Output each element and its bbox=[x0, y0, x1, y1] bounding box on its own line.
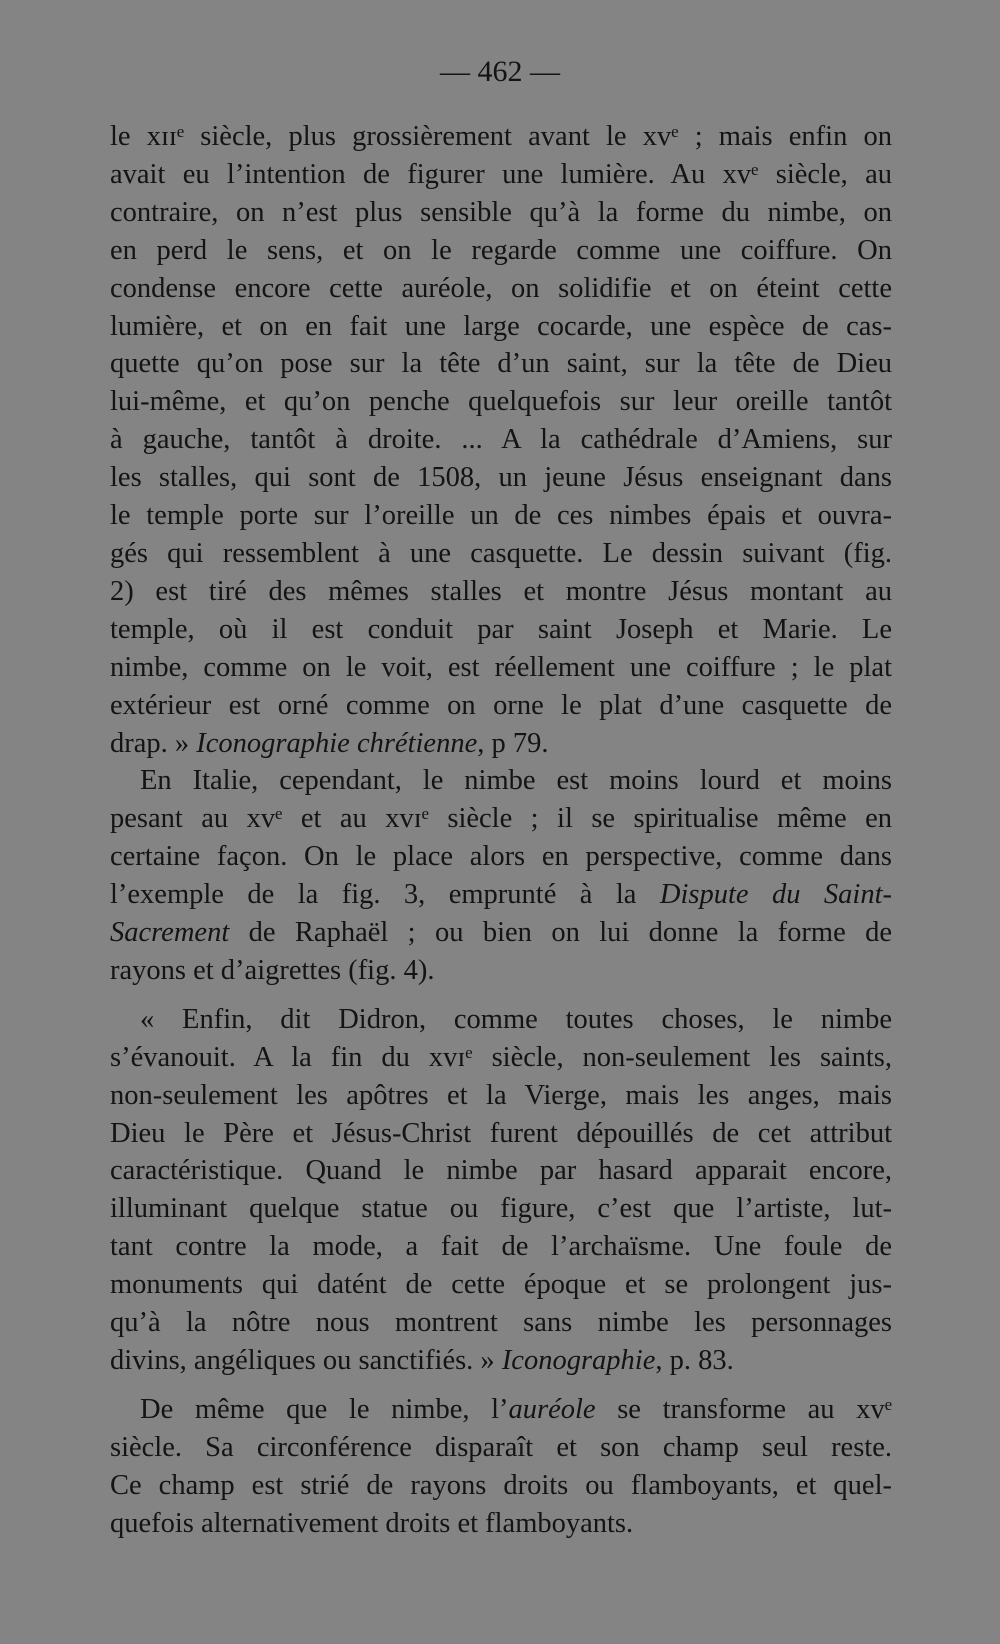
text-line: Dieu le Père et Jésus-Christ furent dépouillés de cet attribut bbox=[110, 1117, 892, 1149]
text-run: divins, angéliques ou sanctifiés. » bbox=[110, 1345, 502, 1376]
text-line: lumière, et on en fait une large cocarde, une espèce de cas- bbox=[110, 310, 892, 342]
text-line: à gauche, tantôt à droite. ... A la cathédrale d’Amiens, sur bbox=[110, 424, 892, 456]
body-text bbox=[110, 118, 892, 1543]
text-line: contraire, on n’est plus sensible qu’à la forme du nimbe, on bbox=[110, 196, 892, 228]
text-line bbox=[110, 914, 892, 952]
text-line: en perd le sens, et on le regarde comme une coiffure. On bbox=[110, 234, 892, 266]
text-run: , p 79. bbox=[477, 727, 549, 759]
text-line: s’évanouit. A la fin du xvɪᵉ siècle, non-seulement les saints, bbox=[110, 1041, 892, 1073]
text-line: caractéristique. Quand le nimbe par hasard apparait encore, bbox=[110, 1155, 892, 1187]
paragraph bbox=[110, 1391, 892, 1543]
text-line: tant contre la mode, a fait de l’archaïsme. Une foule de bbox=[110, 1231, 892, 1263]
text-line: lui-même, et qu’on penche quelquefois sur leur oreille tantôt bbox=[110, 386, 892, 418]
paragraph bbox=[110, 118, 892, 762]
text-line bbox=[110, 876, 892, 914]
page-number: — 462 — bbox=[440, 55, 560, 88]
text-run: l’exemple de la fig. 3, emprunté à la bbox=[110, 879, 660, 911]
text-line: certaine façon. On le place alors en perspective, comme dans bbox=[110, 841, 892, 873]
text-line bbox=[110, 1391, 892, 1429]
text-line: le xɪɪᵉ siècle, plus grossièrement avant le xvᵉ ; mais enfin on bbox=[110, 121, 892, 152]
text-line: nimbe, comme on le voit, est réellement une coiffure ; le plat bbox=[110, 651, 892, 683]
text-line bbox=[110, 725, 892, 763]
text-line: gés qui ressemblent à une casquette. Le dessin suivant (fig. bbox=[110, 537, 892, 569]
text-line: avait eu l’intention de figurer une lumière. Au xvᵉ siècle, au bbox=[110, 158, 892, 190]
text-line bbox=[110, 1342, 892, 1380]
text-run: , p. 83. bbox=[655, 1345, 734, 1376]
text-line: non-seulement les apôtres et la Vierge, mais les anges, mais bbox=[110, 1079, 892, 1111]
italic-title: Iconographie bbox=[501, 1345, 656, 1376]
text-run: de Raphaël ; ou bien on lui donne la forme de bbox=[229, 917, 892, 949]
italic-title: Dispute du Saint- bbox=[659, 879, 892, 911]
text-line: condense encore cette auréole, on solidifie et on éteint cette bbox=[110, 272, 892, 304]
text-line: 2) est tiré des mêmes stalles et montre Jésus montant au bbox=[110, 575, 892, 607]
text-line: siècle. Sa circonférence disparaît et son champ seul reste. bbox=[110, 1431, 892, 1463]
paragraph bbox=[110, 762, 892, 989]
text-line: les stalles, qui sont de 1508, un jeune Jésus enseignant dans bbox=[110, 462, 892, 494]
italic-title: Iconographie chrétienne bbox=[196, 727, 478, 759]
text-line: quefois alternativement droits et flamboyants. bbox=[110, 1507, 634, 1539]
text-line: temple, où il est conduit par saint Joseph et Marie. Le bbox=[110, 613, 892, 645]
text-line: qu’à la nôtre nous montrent sans nimbe les personnages bbox=[110, 1307, 892, 1339]
text-run: drap. » bbox=[110, 727, 197, 759]
italic-title: Sacrement bbox=[110, 917, 230, 949]
text-line: En Italie, cependant, le nimbe est moins lourd et moins bbox=[140, 765, 892, 797]
paragraph bbox=[110, 1001, 892, 1380]
text-line: rayons et d’aigrettes (fig. 4). bbox=[110, 954, 435, 986]
text-line: extérieur est orné comme on orne le plat d’une casquette de bbox=[110, 689, 892, 721]
text-run: De même que le nimbe, l’ bbox=[140, 1393, 509, 1425]
text-line: le temple porte sur l’oreille un de ces nimbes épais et ouvra- bbox=[110, 500, 892, 532]
text-line: « Enfin, dit Didron, comme toutes choses, le nimbe bbox=[140, 1003, 892, 1035]
text-line: pesant au xvᵉ et au xvɪᵉ siècle ; il se spiritualise même en bbox=[110, 803, 892, 835]
text-line: illuminant quelque statue ou figure, c’est que l’artiste, lut- bbox=[110, 1193, 892, 1225]
text-line: quette qu’on pose sur la tête d’un saint, sur la tête de Dieu bbox=[110, 348, 892, 380]
italic-title: auréole bbox=[508, 1393, 596, 1425]
text-run: se transforme au xvᵉ bbox=[595, 1393, 892, 1425]
text-line: monuments qui datént de cette époque et se prolongent jus- bbox=[110, 1269, 892, 1301]
text-line: Ce champ est strié de rayons droits ou flamboyants, et quel- bbox=[110, 1469, 892, 1501]
